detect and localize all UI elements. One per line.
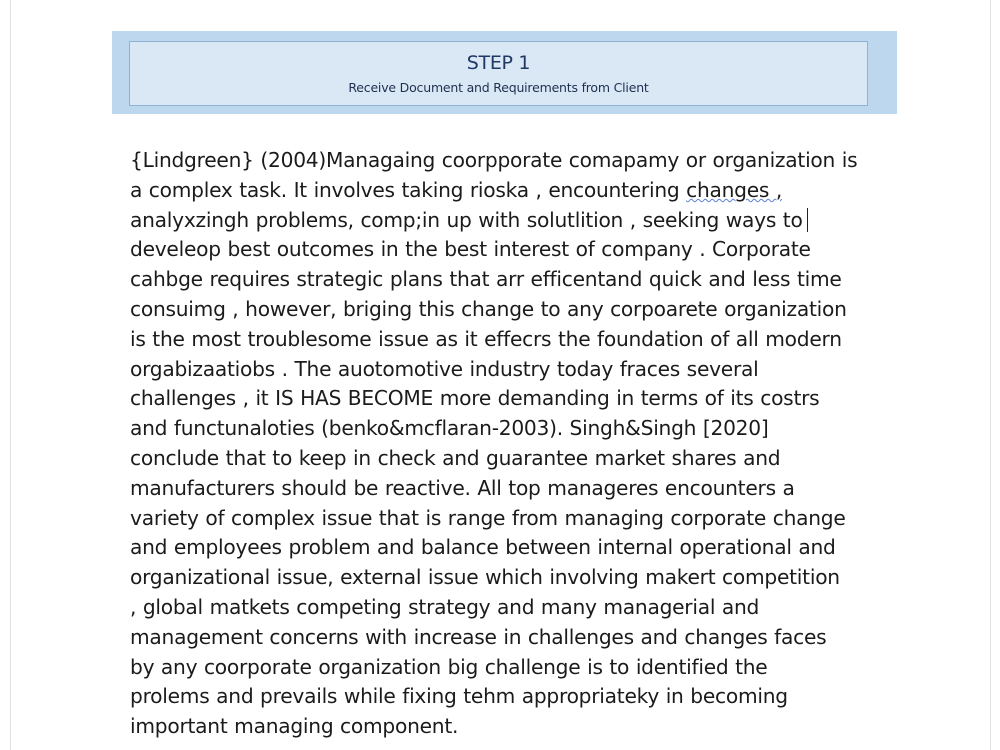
step-title: STEP 1 (466, 52, 531, 74)
body-line: develeop best outcomes in the best interest of company . Corporate (130, 237, 811, 262)
body-line: and functunaloties (benko&mcflaran-2003). Singh&Singh [2020] (130, 416, 769, 441)
body-line-text: a complex task. It involves taking rioska , encountering (130, 177, 687, 202)
body-line: {Lindgreen} (2004)Managaing coorpporate comapamy or organization is (130, 148, 858, 172)
body-line: cahbge requires strategic plans that arr efficentand quick and less time (130, 267, 842, 292)
body-line: manufacturers should be reactive. All top manageres encounters a (130, 475, 795, 500)
step-box (129, 41, 868, 106)
text-cursor (807, 208, 808, 232)
body-line: , global matkets competing strategy and many managerial and (130, 594, 760, 619)
body-line: variety of complex issue that is range from managing corporate change (130, 505, 846, 530)
body-line: and employees problem and balance between internal operational and (130, 535, 836, 560)
body-line: consuimg , however, briging this change to any corpoarete organization (130, 296, 847, 321)
body-line: by any coorporate organization big challenge is to identified the (130, 654, 768, 679)
body-line (130, 206, 890, 236)
document-page (10, 0, 991, 750)
body-line: organizational issue, external issue which involving makert competition (130, 565, 840, 590)
body-line (130, 176, 890, 206)
body-line: important managing component. (130, 714, 459, 739)
body-line: orgabizaatiobs . The auotomotive industry today fraces several (130, 356, 759, 381)
body-paragraph[interactable] (130, 146, 890, 742)
body-line: is the most troublesome issue as it effecrs the foundation of all modern (130, 326, 842, 351)
step-banner (112, 31, 897, 114)
body-line: challenges , it IS HAS BECOME more demanding in terms of its costrs (130, 386, 820, 411)
step-subtitle: Receive Document and Requirements from Client (348, 80, 649, 95)
body-line: conclude that to keep in check and guarantee market shares and (130, 445, 781, 470)
body-line-text: analyxzingh problems, comp;in up with solutlition , seeking ways to (130, 207, 803, 232)
body-line: prolems and prevails while fixing tehm appropriateky in becoming (130, 684, 788, 709)
body-line: management concerns with increase in challenges and changes faces (130, 624, 827, 649)
spellcheck-flag[interactable]: changes , (686, 177, 783, 202)
